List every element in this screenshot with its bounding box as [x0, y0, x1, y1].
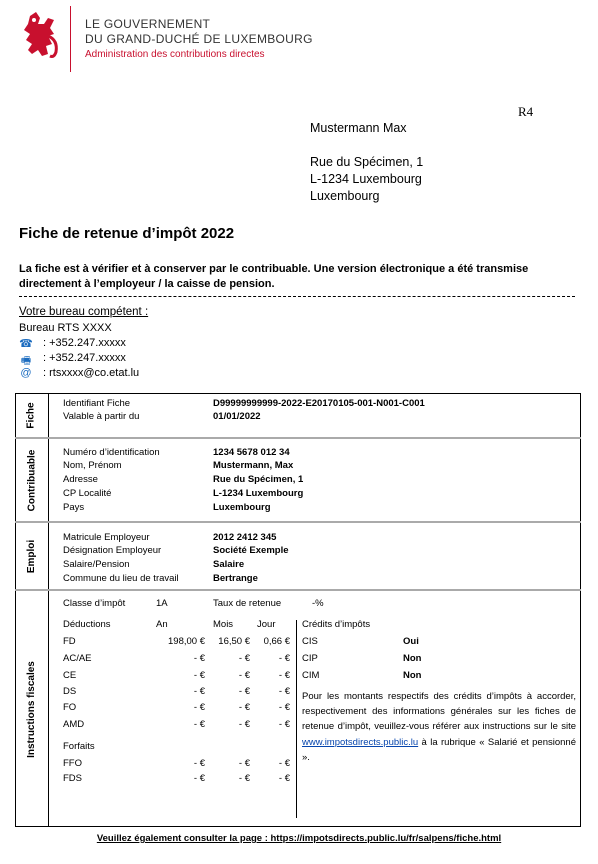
deduction-mois: - €: [238, 719, 250, 730]
section-label-fiche: Fiche: [26, 401, 37, 429]
email-icon: @: [20, 367, 32, 379]
employer-name-value: Société Exemple: [213, 545, 289, 556]
work-commune-value: Bertrange: [213, 573, 258, 584]
credit-name: CIP: [302, 653, 318, 664]
valid-from-label: Valable à partir du: [63, 411, 140, 422]
credits-note-text-end: à la rubrique « Salarié et pensionné ».: [302, 736, 576, 763]
credit-value: Oui: [403, 636, 419, 647]
deduction-jour: - €: [278, 686, 290, 697]
forfait-an: - €: [193, 773, 205, 784]
recipient-country: Luxembourg: [310, 189, 380, 203]
valid-from-value: 01/01/2022: [213, 411, 261, 422]
forfait-an: - €: [193, 758, 205, 769]
employer-number-value: 2012 2412 345: [213, 532, 277, 543]
deduction-an: - €: [193, 686, 205, 697]
luxembourg-lion-logo: [18, 10, 62, 62]
bureau-name: Bureau RTS XXXX: [19, 322, 112, 334]
col-an: An: [156, 619, 168, 630]
government-line-2: DU GRAND-DUCHÉ DE LUXEMBOURG: [85, 32, 313, 46]
tax-class-value: 1A: [156, 598, 168, 609]
forfait-mois: - €: [238, 758, 250, 769]
phone-icon: ☎: [19, 338, 33, 350]
reference-code: R4: [518, 104, 534, 119]
work-commune-label: Commune du lieu de travail: [63, 573, 179, 584]
recipient-name: Mustermann Max: [310, 121, 407, 135]
credits-note: [302, 689, 576, 765]
deduction-mois: - €: [238, 686, 250, 697]
deduction-an: - €: [193, 702, 205, 713]
header-divider: [70, 6, 71, 72]
recipient-street: Rue du Spécimen, 1: [310, 155, 424, 169]
forfait-jour: - €: [278, 758, 290, 769]
country-label: Pays: [63, 502, 85, 513]
administration-name: Administration des contributions directes: [85, 49, 265, 60]
document-title: Fiche de retenue d’impôt 2022: [19, 225, 235, 242]
deduction-jour: 0,66 €: [263, 636, 290, 647]
credit-value: Non: [403, 653, 422, 664]
side-label-divider: [48, 393, 49, 827]
section-label-emploi: Emploi: [26, 539, 37, 573]
fiche-id-value: D99999999999-2022-E20170105-001-N001-C001: [213, 398, 425, 409]
recipient-locality: L-1234 Luxembourg: [310, 172, 422, 186]
deduction-an: 198,00 €: [168, 636, 205, 647]
impotsdirects-link[interactable]: www.impotsdirects.public.lu: [302, 736, 419, 748]
locality-label: CP Localité: [63, 488, 112, 499]
deduction-name: FD: [63, 636, 76, 647]
forfait-name: FDS: [63, 773, 82, 784]
deduction-name: CE: [63, 670, 77, 681]
deduction-jour: - €: [278, 653, 290, 664]
section-separator: [15, 437, 581, 439]
bureau-fax-value: : +352.247.xxxxx: [43, 352, 126, 364]
deduction-jour: - €: [278, 719, 290, 730]
bureau-title: Votre bureau compétent :: [19, 306, 149, 318]
deduction-an: - €: [193, 719, 205, 730]
section-label-contribuable: Contribuable: [26, 449, 38, 511]
forfait-mois: - €: [238, 773, 250, 784]
country-value: Luxembourg: [213, 502, 271, 513]
salary-type-value: Salaire: [213, 559, 245, 570]
deduction-mois: - €: [238, 670, 250, 681]
section-separator: [15, 521, 581, 523]
employer-number-label: Matricule Employeur: [63, 532, 150, 543]
section-label-instructions: Instructions fiscales: [26, 660, 38, 758]
bureau-email-value: : rtsxxxx@co.etat.lu: [43, 367, 140, 379]
deduction-jour: - €: [278, 702, 290, 713]
forfaits-header: Forfaits: [63, 741, 95, 752]
bureau-email: [19, 367, 139, 379]
id-number-value: 1234 5678 012 34: [213, 447, 290, 458]
forfait-jour: - €: [278, 773, 290, 784]
address-label: Adresse: [63, 474, 98, 485]
deduction-name: FO: [63, 702, 77, 713]
deduction-name: AC/AE: [63, 653, 92, 664]
bureau-phone: [19, 337, 126, 349]
withholding-rate-value: -%: [312, 598, 324, 609]
dashed-divider: [19, 296, 575, 297]
deduction-mois: - €: [238, 653, 250, 664]
document-intro: La fiche est à vérifier et à conserver par le contribuable. Une version électronique a été transmise directement à l’employeur / la caisse de pension.: [19, 263, 529, 290]
forfait-name: FFO: [63, 758, 82, 769]
deduction-mois: - €: [238, 702, 250, 713]
credit-name: CIS: [302, 636, 318, 647]
bureau-fax: [19, 352, 126, 367]
government-line-1: LE GOUVERNEMENT: [85, 17, 211, 31]
deductions-header: Déductions: [63, 619, 111, 630]
credit-value: Non: [403, 670, 422, 681]
salary-type-label: Salaire/Pension: [63, 559, 130, 570]
section-separator: [15, 589, 581, 591]
name-label: Nom, Prénom: [63, 460, 122, 471]
locality-value: L-1234 Luxembourg: [213, 488, 304, 499]
deduction-name: AMD: [63, 719, 85, 730]
credits-note-text: Pour les montants respectifs des crédits d’impôts à accorder, respectivement des informations générales sur les fiches de retenue d’impôt, veuillez-vous référer aux instructions sur le site: [302, 691, 576, 733]
id-number-label: Numéro d’identification: [63, 447, 160, 458]
col-jour: Jour: [257, 619, 276, 630]
deduction-an: - €: [193, 653, 205, 664]
deduction-mois: 16,50 €: [218, 636, 250, 647]
deduction-name: DS: [63, 686, 77, 697]
deduction-jour: - €: [278, 670, 290, 681]
fax-icon: 🖷: [20, 355, 32, 367]
deduction-an: - €: [193, 670, 205, 681]
fiche-id-label: Identifiant Fiche: [63, 398, 131, 409]
employer-name-label: Désignation Employeur: [63, 545, 162, 556]
address-value: Rue du Spécimen, 1: [213, 474, 304, 485]
col-mois: Mois: [213, 619, 234, 630]
credits-header: Crédits d’impôts: [302, 619, 371, 630]
name-value: Mustermann, Max: [213, 460, 294, 471]
credits-divider: [296, 620, 297, 818]
withholding-rate-label: Taux de retenue: [213, 598, 282, 609]
footer-link[interactable]: Veuillez également consulter la page : https://impotsdirects.public.lu/fr/salpens/fiche.html: [96, 833, 502, 844]
tax-class-label: Classe d’impôt: [63, 598, 126, 609]
credit-name: CIM: [302, 670, 320, 681]
bureau-phone-value: : +352.247.xxxxx: [43, 337, 126, 349]
